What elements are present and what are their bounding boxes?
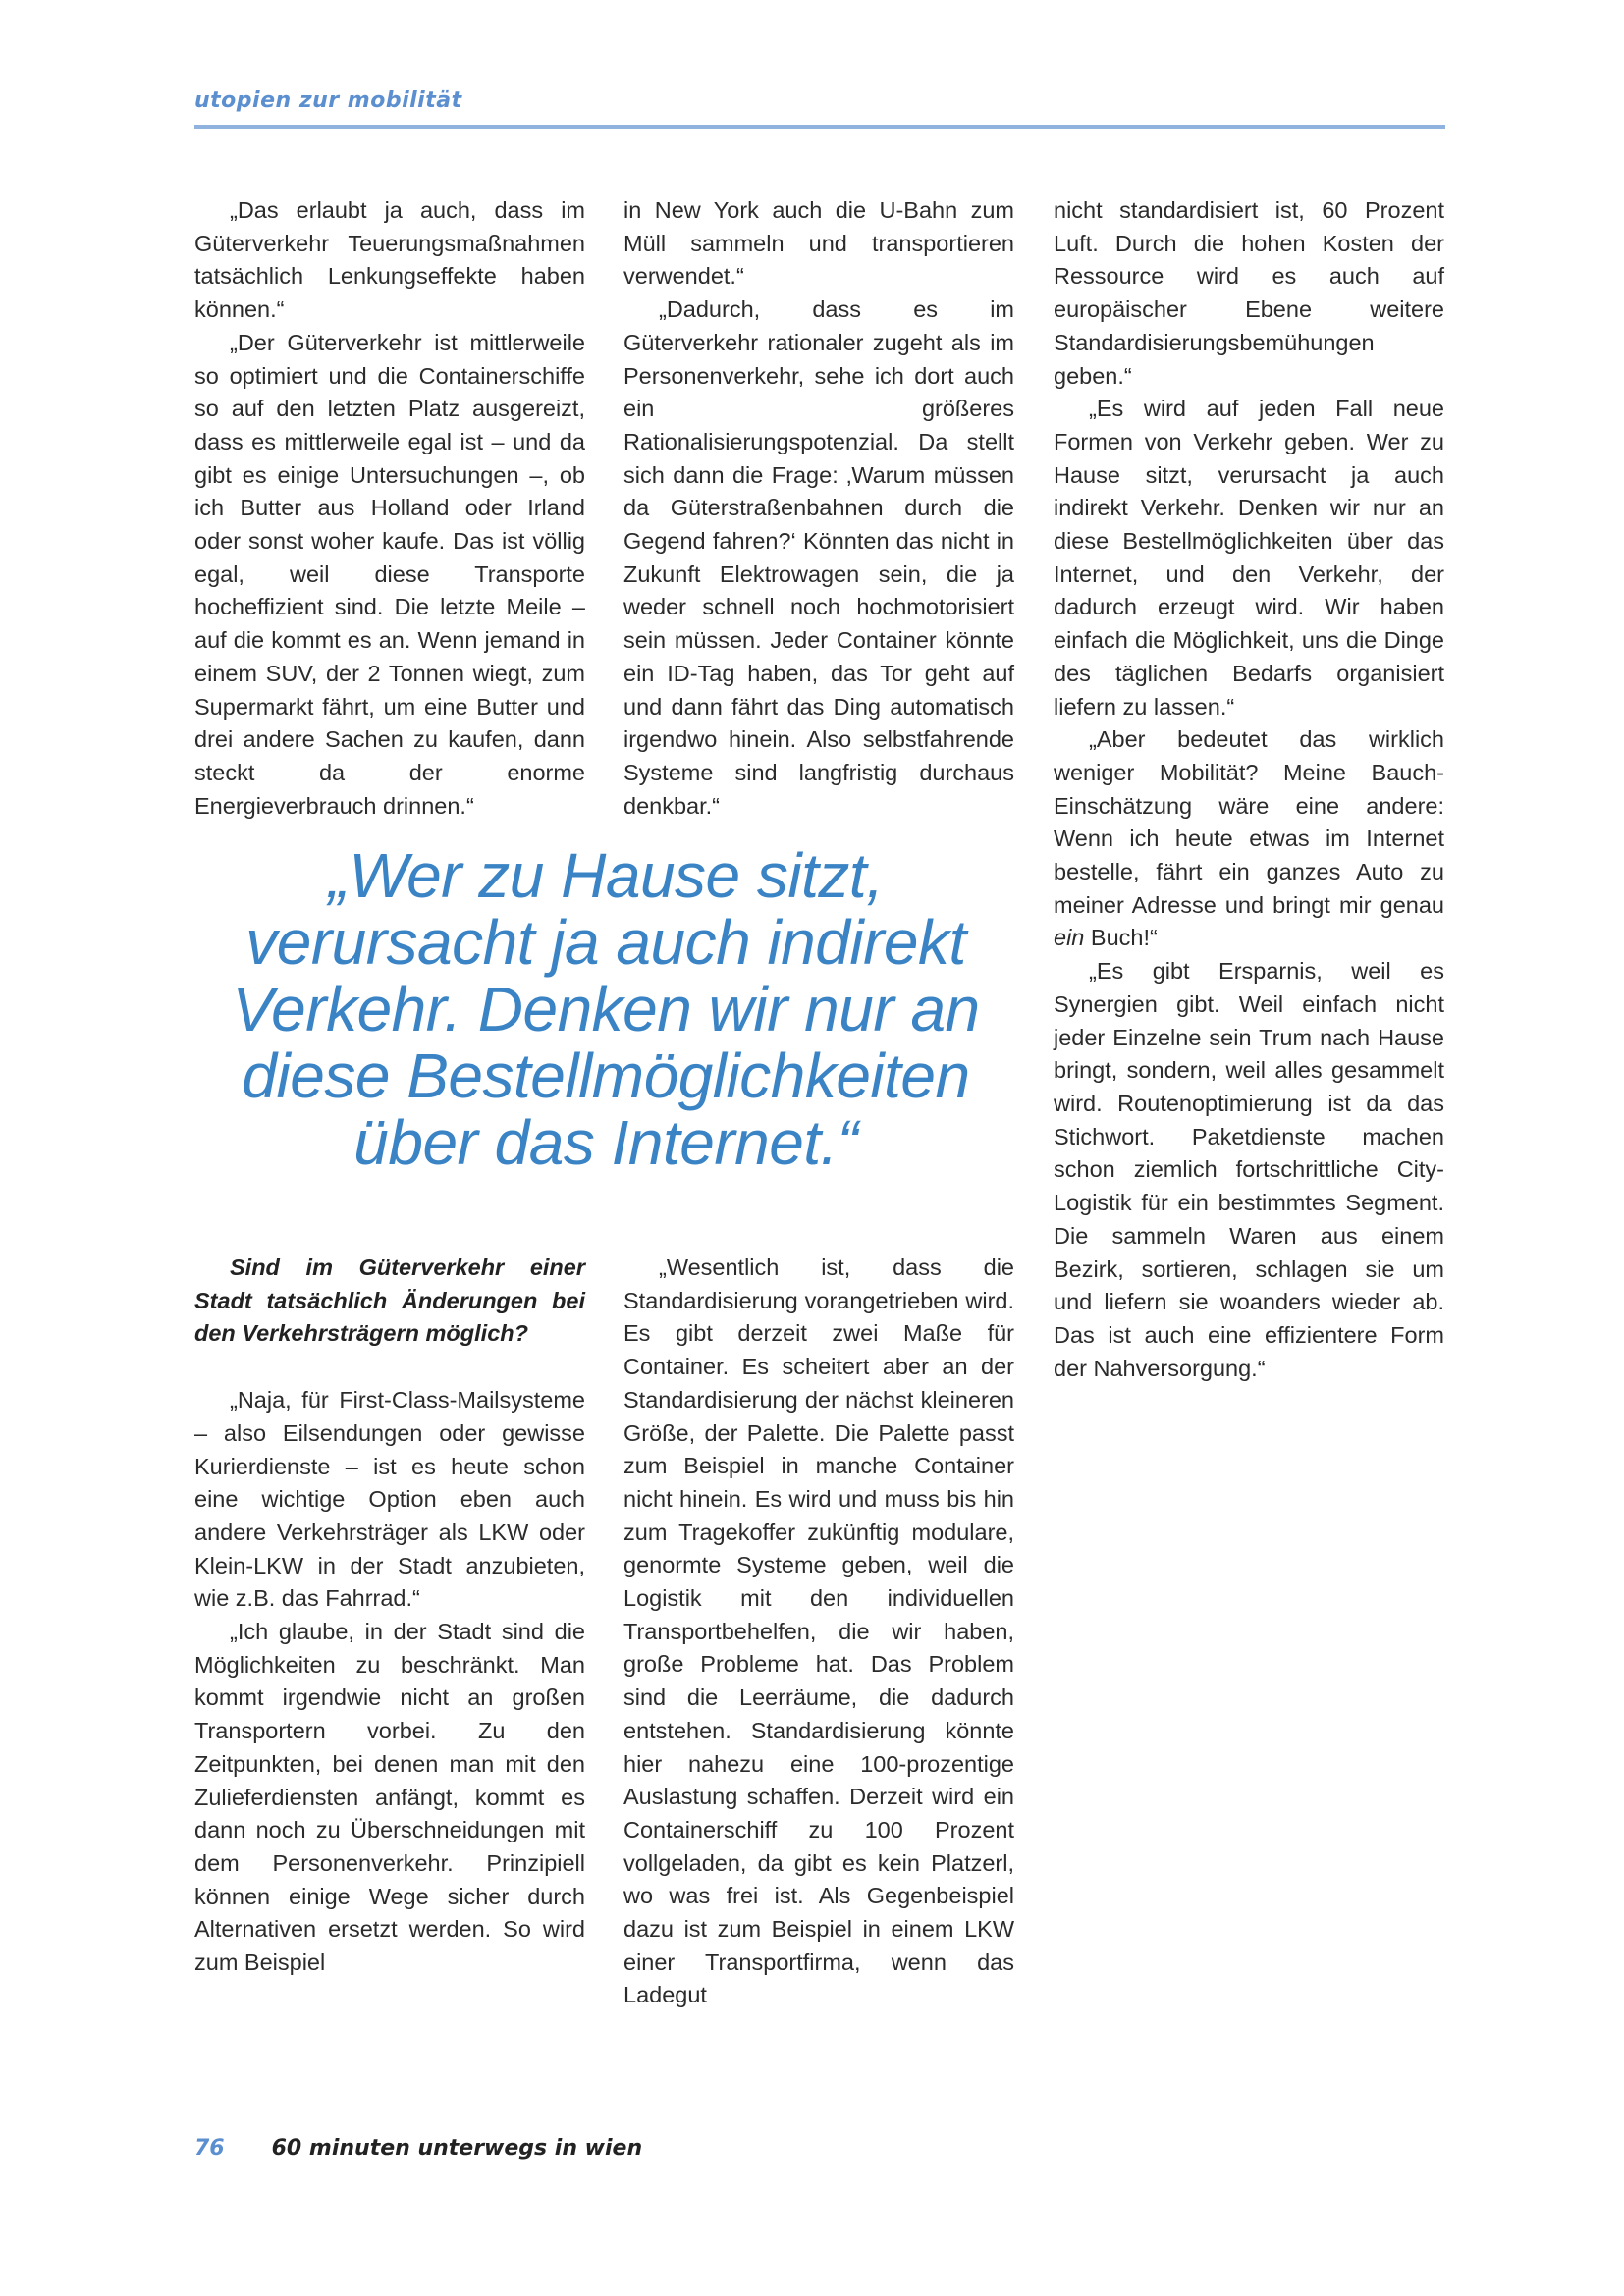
spacer [194, 1351, 585, 1384]
page-footer [194, 2136, 642, 2161]
paragraph: „Es gibt Ersparnis, weil es Synergien gibt. Weil einfach nicht jeder Einzelne sein Trum nach Hause bringt, sondern, weil alles gesammelt wird. Routenoptimierung ist da das Stichwort. Paketdienste machen schon ziemlich fortschrittliche City-Logistik für ein bestimmtes Segment. Die sammeln Waren aus einem Bezirk, sortieren, schlagen sie um und liefern sie woanders wieder ab. Das ist auch eine effizientere Form der Nahversorgung.“ [1054, 958, 1444, 1381]
publication-title: 60 minuten unterwegs in wien [271, 2136, 643, 2161]
pull-quote-line: Verkehr. Denken wir nur an [232, 974, 980, 1044]
pull-quote-line: verursacht ja auch indirekt [245, 907, 966, 978]
paragraph: „Ich glaube, in der Stadt sind die Möglichkeiten zu beschränkt. Man kommt irgendwie nicht an großen Transportern vorbei. Zu den Zeitpunkten, bei denen man mit den Zulieferdiensten anfängt, kommt es dann noch zu Überschneidungen mit dem Personenverkehr. Prinzipiell können einige Wege sicher durch Alternativen ersetzt werden. So wird zum Beispiel [194, 1619, 585, 1976]
paragraph: „Es wird auf jeden Fall neue Formen von Verkehr geben. Wer zu Hause sitzt, verursacht ja auch indirekt Verkehr. Denken wir nur an diese Bestellmöglichkeiten über das Internet, und den Verkehr, der dadurch erzeugt wird. Wir haben einfach die Möglichkeit, uns die Dinge des täglichen Bedarfs organisiert liefern zu lassen.“ [1054, 396, 1444, 720]
text-run: „Aber bedeutet das wirklich weniger Mobilität? Meine Bauch-Einschätzung wäre eine andere: Wenn ich heute etwas im Internet bestelle, fährt ein ganzes Auto zu meiner Adresse und bringt mir genau [1054, 726, 1444, 918]
column-1-bottom [194, 1252, 585, 1980]
column-2-top [623, 194, 1014, 823]
emphasis: ein [1054, 925, 1085, 951]
interview-question: Sind im Güterverkehr einer Stadt tatsächlich Änderungen bei den Verkehrsträgern möglich? [194, 1255, 585, 1347]
paragraph: nicht standardisiert ist, 60 Prozent Luft. Durch die hohen Kosten der Ressource wird es auch auf europäischer Ebene weitere Standardisierungsbemühungen geben.“ [1054, 197, 1444, 389]
column-2-bottom [623, 1252, 1014, 2012]
paragraph: „Dadurch, dass es im Güterverkehr rationaler zugeht als im Personenverkehr, sehe ich dort auch ein größeres Rationalisierungspotenzial. Da stellt sich dann die Frage: ‚Warum müssen da Güterstraßenbahnen durch die Gegend fahren?‘ Könnten das nicht in Zukunft Elektrowagen sein, die ja weder schnell noch hochmotorisiert sein müssen. Jeder Container könnte ein ID-Tag haben, das Tor geht auf und dann fährt das Ding automatisch irgendwo hinein. Also selbstfahrende Systeme sind langfristig durchaus denkbar.“ [623, 296, 1014, 819]
header-divider [194, 125, 1445, 129]
pull-quote-line: diese Bestellmöglichkeiten [242, 1041, 970, 1111]
paragraph [1054, 723, 1444, 955]
column-3 [1054, 194, 1444, 1385]
pull-quote-line: „Wer zu Hause sitzt, [328, 840, 884, 911]
paragraph: „Das erlaubt ja auch, dass im Güterverkehr Teuerungsmaßnahmen tatsächlich Lenkungseffekte haben können.“ [194, 197, 585, 323]
pull-quote [194, 842, 1017, 1176]
paragraph: „Wesentlich ist, dass die Standardisierung vorangetrieben wird. Es gibt derzeit zwei Maße für Container. Es scheitert aber an der Standardisierung der nächst kleineren Größe, der Palette. Die Palette passt zum Beispiel in manche Container nicht hinein. Es wird und muss bis hin zum Tragekoffer zukünftig modulare, genormte Systeme geben, weil die Logistik mit den individuellen Transportbehelfen, die wir haben, große Probleme hat. Das Problem sind die Leerräume, die dadurch entstehen. Standardisierung könnte hier nahezu eine 100-prozentige Auslastung schaffen. Derzeit wird ein Containerschiff zu 100 Prozent vollgeladen, da gibt es kein Platzerl, wo was frei ist. Als Gegenbeispiel dazu ist zum Beispiel in einem LKW einer Transportfirma, wenn das Ladegut [623, 1255, 1014, 2008]
page-number: 76 [194, 2136, 225, 2161]
section-title: utopien zur mobilität [194, 88, 462, 113]
paragraph: in New York auch die U-Bahn zum Müll sammeln und transportieren verwendet.“ [623, 197, 1014, 290]
paragraph: „Der Güterverkehr ist mittlerweile so optimiert und die Containerschiffe so auf den letzten Platz ausgereizt, dass es mittlerweile egal ist – und da gibt es einige Untersuchungen –, ob ich Butter aus Holland oder Irland oder sonst woher kaufe. Das ist völlig egal, weil diese Transporte hocheffizient sind. Die letzte Meile – auf die kommt es an. Wenn jemand in einem SUV, der 2 Tonnen wiegt, zum Supermarkt fährt, um eine Butter und drei andere Sachen zu kaufen, dann steckt da der enorme Energieverbrauch drinnen.“ [194, 329, 585, 819]
text-run: Buch!“ [1084, 925, 1158, 951]
column-1-top [194, 194, 585, 823]
paragraph: „Naja, für First-Class-Mailsysteme – also Eilsendungen oder gewisse Kurierdienste – ist es heute schon eine wichtige Option eben auch andere Verkehrsträger als LKW oder Klein-LKW in der Stadt anzubieten, wie z.B. das Fahrrad.“ [194, 1387, 585, 1612]
pull-quote-line: über das Internet.“ [353, 1107, 858, 1178]
